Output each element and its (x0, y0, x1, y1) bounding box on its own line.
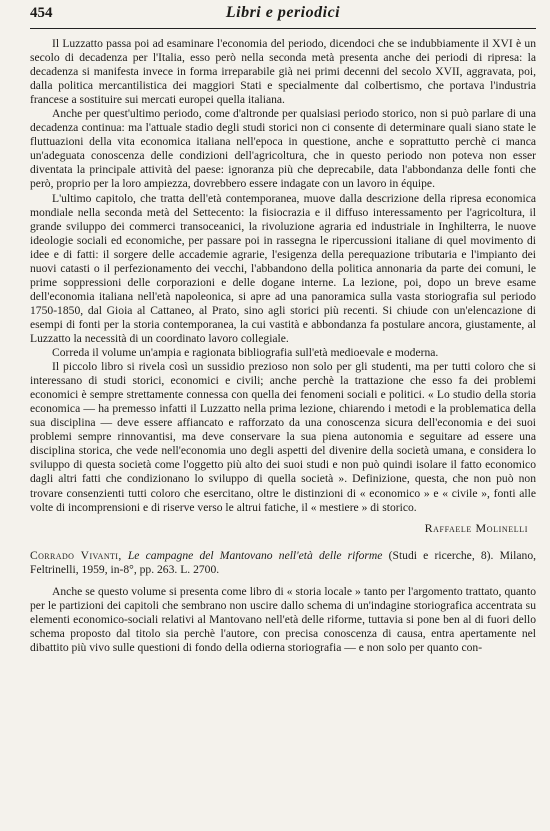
review-vivanti-citation (30, 549, 536, 577)
header-rule (30, 28, 536, 29)
page-header (30, 0, 536, 28)
paragraph: Il Luzzatto passa poi ad esaminare l'economia del periodo, dicendoci che se indubbiamente il XVI è un secolo di decadenza per l'Italia, esso però nella seconda metà presenta anche dei periodi di ripresa: la decadenza si manifesta invece in forma irreparabile già nei primi decenni del secolo XVII, aggravata, poi, dalla politica mercantilistica dei maggiori Stati e specialmente dal colbertismo, che portava l'industria francese a sostituire sui mercati europei quella italiana. (30, 37, 536, 107)
paragraph: Anche per quest'ultimo periodo, come d'altronde per qualsiasi periodo storico, non si può parlare di una decadenza continua: ma l'attuale stadio degli studi storici non ci consente di determinare quali siano state le fluttuazioni della vita economica italiana nell'epoca in questione, anche e soprattutto perchè ci manca un'adeguata conoscenza delle condizioni dell'agricoltura, che in questo periodo non poteva non esser diventata la principale attività del paese: ignoranza più che deprecabile, data l'abbondanza delle fonti che però, proprio per la loro ampiezza, dovrebbero essere indagate con un lavoro in équipe. (30, 107, 536, 191)
book-author: Corrado Vivanti, (30, 548, 122, 562)
book-title: Le campagne del Mantovano nell'età delle riforme (127, 548, 383, 562)
paragraph: Anche se questo volume si presenta come libro di « storia locale » tanto per l'argomento trattato, quanto per le partizioni dei capitoli che sembrano non uscire dallo schema di un'indagine storiografica accentrata su elementi economico-sociali relativi al Mantovano nell'età delle riforme, tuttavia si pone ben al di fuori dello schema proposto dal titolo sia perchè l'autore, con precisa conoscenza di causa, entra apertamente nel dibattito più vivo sulle questioni di fondo della odierna storiografia — e non solo per quanto con- (30, 584, 536, 654)
reviewer-signature: Raffaele Molinelli (424, 520, 528, 535)
paragraph: L'ultimo capitolo, che tratta dell'età contemporanea, muove dalla descrizione della ripresa economica mondiale nella seconda metà del Settecento: la fisiocrazia e il diffuso interessamento per l'agricoltura, il grande sviluppo dei commerci transoceanici, la rivoluzione agraria ed industriale in Inghilterra, le nuove ideologie sociali ed economiche, per passare poi in rassegna le ripercussioni italiane di quel movimento di idee e di fatti: il sorgere delle accademie agrarie, l'esigenza della perequazione tributaria e l'impianto dei nuovi catasti o il perfezionamento dei vecchi, l'abbandono della politica annonaria da parte dei comuni, le prime soppressioni delle corporazioni e delle dogane interne. La lezione, poi, dopo un breve esame dell'economia italiana nell'età napoleonica, si apre ad una panoramica sulla vasta storiografia sul periodo 1750-1850, dal Gioia al Cattaneo, al Prato, sino agli storici più recenti. Si chiude con un'elencazione di esempi di fonti per la storia contemporanea, la cui vastità e abbondanza fa postulare ancora, giustamente, al Luzzatto la necessità di un coordinato lavoro collegiale. (30, 191, 536, 345)
paragraph: Il piccolo libro si rivela così un sussidio prezioso non solo per gli studenti, ma per tutti coloro che si interessano di studi storici, economici e civili; anche perchè la trattazione che esso fa dei problemi economici è sempre strettamente connessa con quella dei fenomeni sociali e politici. « Lo studio della storia economica — ha premesso infatti il Luzzatto nella prima lezione, chiarendo i metodi e la problematica della sua disciplina — deve essere affiancato e rafforzato da una conoscenza sicura dell'economia e dei suoi problemi sempre rinnovantisi, ma deve conservare la sua piena autonomia e seguitare ad essere una disciplina storica, che vede nell'economia uno degli aspetti del divenire della società umana, e considera lo sviluppo di questa società come l'oggetto più alto dei suoi studi e non può quindi isolare il fatto economico dagli altri fatti che condizionano lo sviluppo di quella società ». Definizione, questa, che non può non trovare consenzienti tutti coloro che esercitano, oltre le distinzioni di « economico » e « civile », fonti alle volte di incomprensioni e di riserve verso le altrui fatiche, il « mestiere » di storico. (30, 360, 536, 514)
review-vivanti (30, 585, 536, 655)
running-title: Libri e periodici (225, 4, 341, 21)
page-number: 454 (30, 5, 53, 21)
review-molinelli (30, 37, 536, 535)
paragraph: Corredа il volume un'ampia e ragionata bibliografia sull'età medioevale e moderna. (52, 346, 439, 360)
book-publication: (Studi e ricerche, 8). Milano, Feltrinelli, 1959, in-8°, pp. 263. L. 2700. (30, 548, 537, 576)
